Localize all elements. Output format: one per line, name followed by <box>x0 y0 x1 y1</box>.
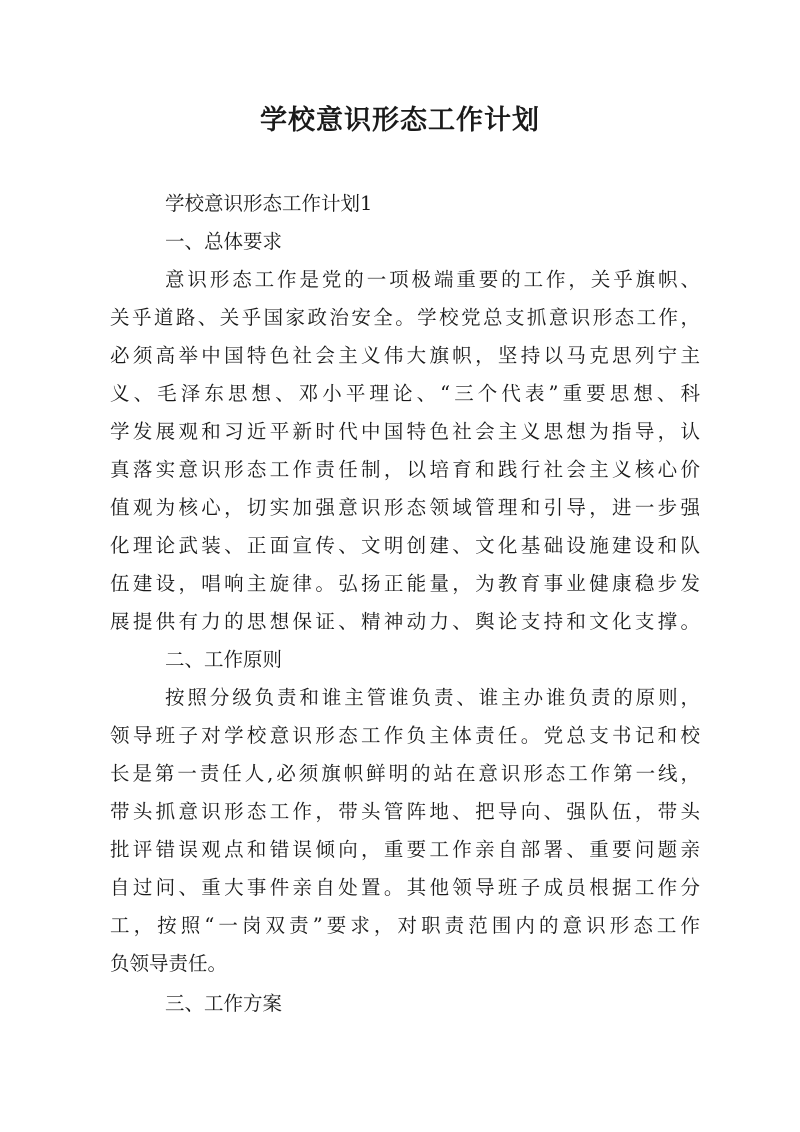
document-title: 学校意识形态工作计划 <box>260 105 540 136</box>
section-heading-working-principles: 二、工作原则 <box>165 648 283 671</box>
section-heading-general-requirements: 一、总体要求 <box>165 230 283 253</box>
paragraph-line: 长是第一责任人,必须旗帜鲜明的站在意识形态工作第一线， <box>110 762 700 785</box>
paragraph-line: 领导班子对学校意识形态工作负主体责任。党总支书记和校 <box>110 724 700 747</box>
paragraph-line: 必须高举中国特色社会主义伟大旗帜，坚持以马克思列宁主 <box>110 344 700 367</box>
paragraph-line: 工，按照“一岗双责”要求，对职责范围内的意识形态工作 <box>110 914 700 937</box>
paragraph-line: 自过问、重大事件亲自处置。其他领导班子成员根据工作分 <box>110 876 700 899</box>
paragraph-line: 意识形态工作是党的一项极端重要的工作，关乎旗帜、 <box>165 268 700 291</box>
paragraph-line: 值观为核心，切实加强意识形态领域管理和引导，进一步强 <box>110 496 700 519</box>
paragraph-line: 关乎道路、关乎国家政治安全。学校党总支抓意识形态工作， <box>110 306 700 329</box>
paragraph-line: 化理论武装、正面宣传、文明创建、文化基础设施建设和队 <box>110 534 700 557</box>
paragraph-line: 学发展观和习近平新时代中国特色社会主义思想为指导，认 <box>110 420 700 443</box>
paragraph-line: 带头抓意识形态工作，带头管阵地、把导向、强队伍，带头 <box>110 800 700 823</box>
paragraph-line: 按照分级负责和谁主管谁负责、谁主办谁负责的原则， <box>165 686 700 709</box>
section-heading-work-plan: 三、工作方案 <box>165 992 283 1015</box>
paragraph-line: 负领导责任。 <box>110 952 228 975</box>
paragraph-line: 义、毛泽东思想、邓小平理论、“三个代表”重要思想、科 <box>110 382 700 405</box>
paragraph-line: 批评错误观点和错误倾向，重要工作亲自部署、重要问题亲 <box>110 838 700 861</box>
document-subtitle: 学校意识形态工作计划1 <box>165 192 373 215</box>
paragraph-line: 真落实意识形态工作责任制，以培育和践行社会主义核心价 <box>110 458 700 481</box>
paragraph-line: 伍建设，唱响主旋律。弘扬正能量，为教育事业健康稳步发 <box>110 572 700 595</box>
paragraph-line: 展提供有力的思想保证、精神动力、舆论支持和文化支撑。 <box>110 610 700 633</box>
